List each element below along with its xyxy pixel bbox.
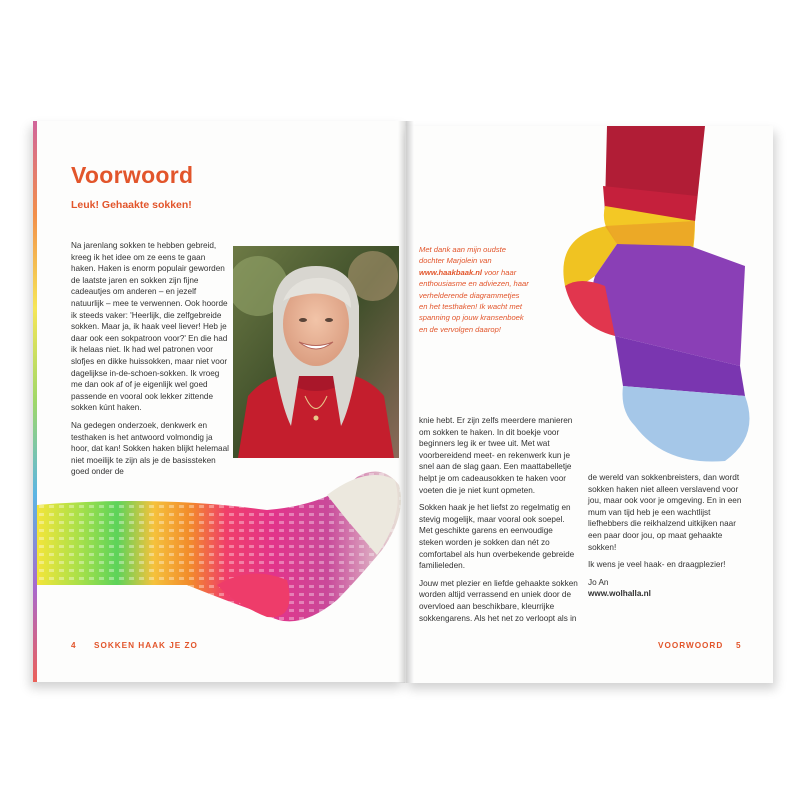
paragraph: Sokken haak je het liefst zo regelmatig en stevig mogelijk, maar vooral ook soepel. Met geschikte garens en eenvoudige steken worden je sokken dan nét zo comfortabel als hun overbekende gebreide familieleden. (419, 503, 575, 571)
signature (588, 577, 748, 600)
acknowledgement-note (419, 244, 529, 335)
signature-link: www.wolhalla.nl (588, 589, 651, 599)
book-gutter (398, 121, 414, 683)
running-footer-left: SOKKEN HAAK JE ZO (94, 641, 198, 650)
note-text: voor haar enthousiasme en adviezen, haar verhelderende diagrammetjes en het testhaken! Ik wacht met spanning op jouw kransenboek en de vervolgen daarop! (419, 267, 529, 334)
author-photo (233, 246, 399, 458)
paragraph: Na jarenlang sokken te hebben gebreid, kreeg ik het idee om ze eens te gaan haken. Haken is enorm populair geworden de laatste jaren en sokken zijn fijne cadeautjes om anderen – en jezelf natuurlijk – mee te verwennen. Ook hoorde ik steeds vaker: 'Heerlijk, die zelfgebreide sokken. Maar ja, ik haak veel liever! Heb je daar ook een sokpatroon voor?' En die had ik helaas niet. Ik had wel patronen voor slofjes en dikke huissokken, maar niet voor dagelijkse in-de-schoen-sokken. Ik vroeg me dan ook af of je eigenlijk wel goed passende en vooral ook lekker zittende sokken kúnt haken. (71, 241, 228, 413)
paragraph: knie hebt. Er zijn zelfs meerdere manieren om sokken te haken. In dit boekje voor beginners leg ik er twee uit. Met wat voorbereidend meet- en rekenwerk kun je snel aan de slag gaan. Een maattabelletje helpt je om cadeausokken te haken voor voeten die je niet kunt opmeten. (419, 416, 573, 495)
body-text-right (588, 472, 748, 600)
intro-text (71, 240, 231, 484)
paragraph: de wereld van sokkenbreisters, dan wordt sokken haken niet alleen verslavend voor jou, maar ook voor je omgeving. En in een mum van tijd heb je een wachtlijst liefhebbers die reikhalzend uitkijken naar een paar door jou, op maat gehaakte sokken! (588, 473, 742, 552)
page-subtitle: Leuk! Gehaakte sokken! (71, 199, 192, 211)
crochet-sock-worn-photo (545, 126, 773, 471)
page-number-left: 4 (71, 641, 77, 650)
paragraph: Jouw met plezier en liefde gehaakte sokken worden altijd verrassend en uniek door de overvloed aan beschikbare, kleurrijke sokkengarens. Als het net zo verloopt als in (419, 578, 578, 623)
running-footer-right: VOORWOORD (658, 641, 724, 650)
body-text-middle (419, 415, 579, 630)
page-title: Voorwoord (71, 162, 194, 188)
signature-name: Jo An (588, 577, 609, 587)
paragraph: Ik wens je veel haak- en draagplezier! (588, 560, 726, 570)
note-text: Met dank aan mijn oudste dochter Marjolein van (419, 245, 506, 266)
note-link: www.haakbaak.nl (419, 267, 483, 277)
paragraph: Na gedegen onderzoek, denkwerk en testhaken is het antwoord volmondig ja hoor, dat kan! Sokken haken blijkt helemaal niet moeilijk te zijn als je de basissteken goed onder de (71, 420, 229, 477)
crochet-sock-photo (37, 455, 405, 640)
page-number-right: 5 (736, 641, 742, 650)
